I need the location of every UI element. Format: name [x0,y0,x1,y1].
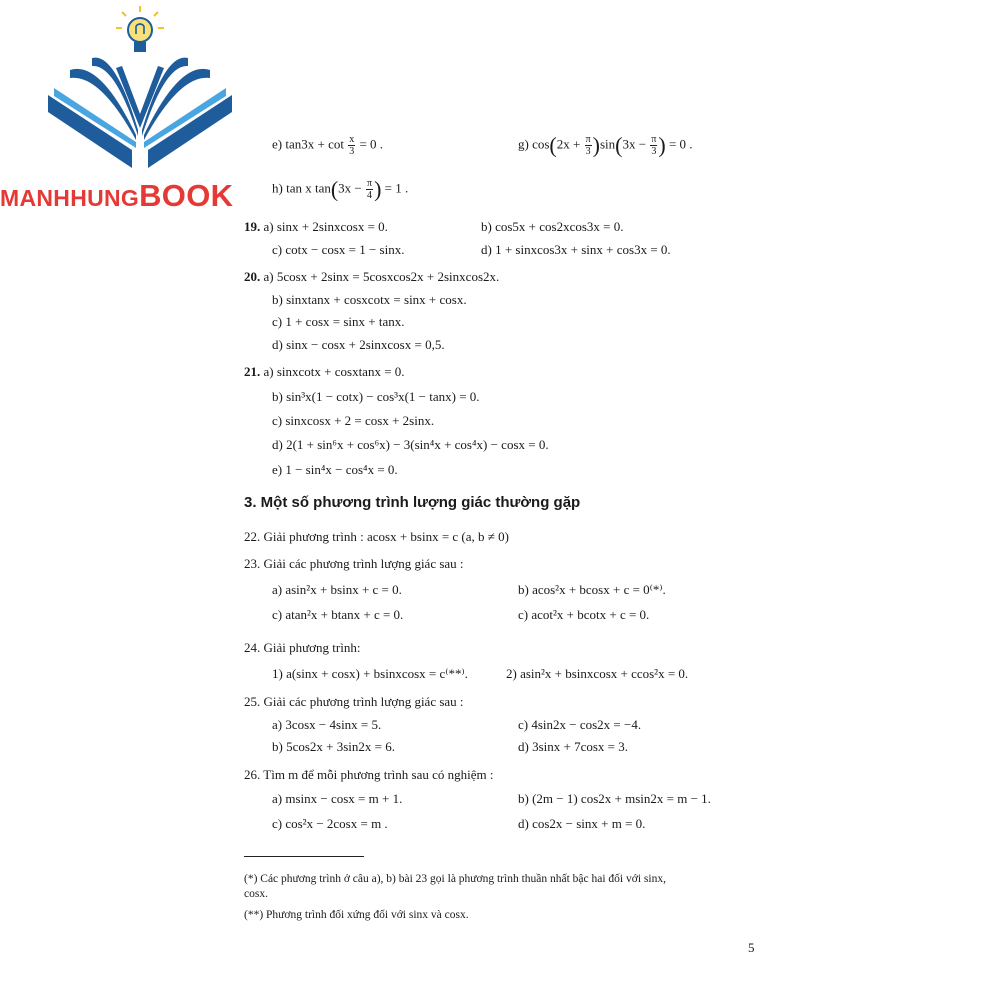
eq-text: h) tan x tan [272,180,331,196]
exercise-18e [272,134,383,157]
exercise-25c: c) 4sin2x − cos2x = −4. [518,717,642,732]
exercise-19b: b) cos5x + cos2xcos3x = 0. [481,219,624,234]
exercise-23a: a) asin²x + bsinx + c = 0. [272,582,402,597]
footnote-divider [244,856,364,857]
exercise-26b: b) (2m − 1) cos2x + msin2x = m − 1. [518,791,711,806]
logo-text-part1: MANHHUNG [0,185,140,211]
exercise-19c: c) cotx − cosx = 1 − sinx. [272,242,405,257]
exercise-number: 21. [244,364,261,379]
footnote-2: (**) Phương trình đối xứng đối với sinx và cosx. [244,909,469,921]
exercise-19-row1 [244,219,388,235]
exercise-20-row1 [244,269,499,285]
exercise-number: 20. [244,269,261,284]
eq-text: a) 5cosx + 2sinx = 5cosxcos2x + 2sinxcos2x. [263,269,500,284]
eq-text: 2x + [556,136,581,152]
fraction: $\frac{x}{3}$ [349,134,355,157]
eq-text: a) sinx + 2sinxcosx = 0. [263,219,388,234]
fraction: $\frac{\pi}{3}$ [585,134,591,157]
exercise-18h: h) tan x tan(3x − $\frac{\pi}{4}$ ) = 1 . [272,176,409,202]
exercise-24-1: 1) a(sinx + cosx) + bsinxcosx = c⁽**⁾. [272,666,468,681]
logo-text [0,178,233,214]
fraction: $\frac{\pi}{3}$ [651,134,657,157]
exercise-25d: d) 3sinx + 7cosx = 3. [518,739,628,754]
fraction: $\frac{\pi}{4}$ [367,178,373,201]
exercise-26d: d) cos2x − sinx + m = 0. [518,816,646,831]
eq-text: e) tan3x + cot [272,136,344,152]
exercise-23c2: c) acot²x + bcotx + c = 0. [518,607,650,622]
footnote-1-line2: cosx. [244,888,268,900]
exercise-21d: d) 2(1 + sin⁶x + cos⁶x) − 3(sin⁴x + cos⁴x) − cosx = 0. [272,437,549,452]
exercise-18g: g) cos(2x + $\frac{\pi}{3}$ )sin(3x − $\frac{\pi}{3}$ ) = 0 . [518,132,693,158]
exercise-21b: b) sin³x(1 − cotx) − cos³x(1 − tanx) = 0. [272,389,480,404]
open-book-icon [40,40,240,175]
exercise-20b: b) sinxtanx + cosxcotx = sinx + cosx. [272,292,467,307]
exercise-21c: c) sinxcosx + 2 = cosx + 2sinx. [272,413,435,428]
exercise-22: 22. Giải phương trình : acosx + bsinx = c (a, b ≠ 0) [244,529,509,544]
exercise-23b: b) acos²x + bcosx + c = 0⁽*⁾. [518,582,666,597]
lightbulb-icon [112,4,168,60]
eq-text: g) cos [518,136,550,152]
exercise-26a: a) msinx − cosx = m + 1. [272,791,403,806]
footnote-1 [244,872,666,902]
exercise-20d: d) sinx − cosx + 2sinxcosx = 0,5. [272,337,445,352]
exercise-number: 19. [244,219,261,234]
logo-text-part2: BOOK [139,178,234,213]
exercise-21-row1 [244,364,405,380]
exercise-24: 24. Giải phương trình: [244,640,361,655]
exercise-21e: e) 1 − sin⁴x − cos⁴x = 0. [272,462,398,477]
exercise-26c: c) cos²x − 2cosx = m . [272,816,388,831]
exercise-19d: d) 1 + sinxcos3x + sinx + cos3x = 0. [481,242,671,257]
exercise-26: 26. Tìm m để mỗi phương trình sau có nghiệm : [244,767,494,782]
exercise-25b: b) 5cos2x + 3sin2x = 6. [272,739,395,754]
eq-text: sin [599,136,616,152]
page-number: 5 [748,940,755,955]
eq-text: = 1 . [384,180,409,196]
footnote-1-line1: (*) Các phương trình ở câu a), b) bài 23 gọi là phương trình thuần nhất bậc hai đối với sinx, [244,873,666,885]
eq-text: 3x − [622,136,647,152]
eq-text: = 0 . [668,136,693,152]
section-heading: 3. Một số phương trình lượng giác thường gặp [244,494,581,511]
eq-text: 3x − [338,180,362,196]
exercise-25: 25. Giải các phương trình lượng giác sau : [244,694,464,709]
exercise-23: 23. Giải các phương trình lượng giác sau : [244,556,464,571]
exercise-20c: c) 1 + cosx = sinx + tanx. [272,314,405,329]
exercise-23c: c) atan²x + btanx + c = 0. [272,607,404,622]
exercise-25a: a) 3cosx − 4sinx = 5. [272,717,382,732]
eq-text: = 0 . [359,136,384,152]
exercise-24-2: 2) asin²x + bsinxcosx + ccos²x = 0. [506,666,689,681]
eq-text: a) sinxcotx + cosxtanx = 0. [263,364,405,379]
